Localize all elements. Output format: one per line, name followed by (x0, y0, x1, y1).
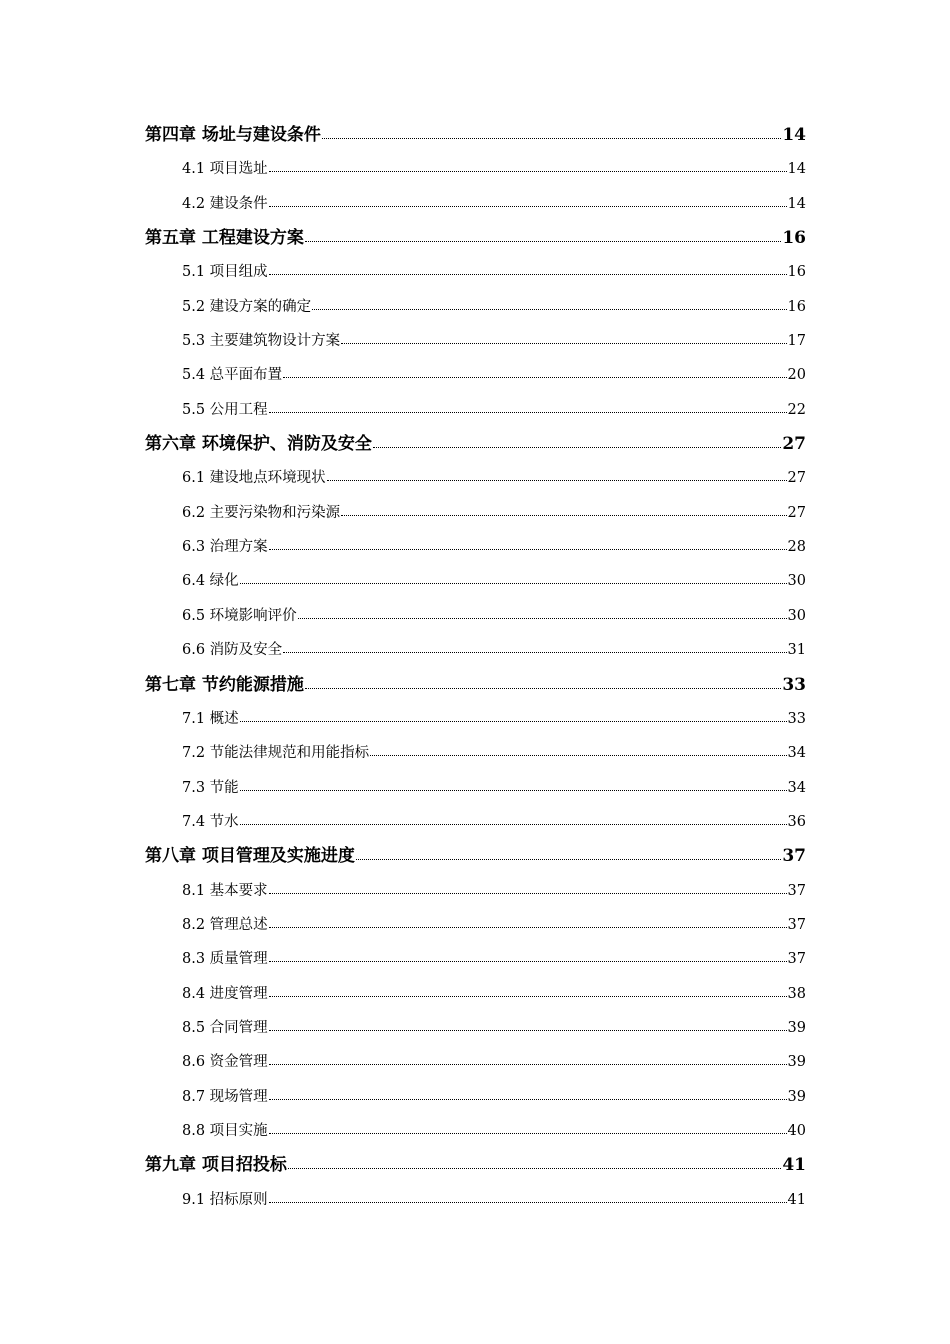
toc-entry-title: 8.4 进度管理 (182, 985, 268, 1002)
toc-section-entry[interactable] (145, 771, 806, 805)
toc-section-entry[interactable] (145, 393, 806, 427)
toc-dot-leader (269, 537, 787, 552)
toc-entry-title: 6.1 建设地点环境现状 (182, 470, 326, 487)
toc-entry-title: 4.2 建设条件 (182, 195, 268, 212)
toc-section-entry[interactable] (145, 1183, 806, 1217)
toc-entry-title: 4.1 项目选址 (182, 161, 268, 178)
toc-page-number: 30 (787, 607, 806, 624)
toc-section-entry[interactable] (145, 702, 806, 736)
toc-page-number: 36 (787, 813, 806, 830)
toc-dot-leader (240, 811, 787, 826)
toc-section-entry[interactable] (145, 187, 806, 221)
toc-dot-leader (269, 1120, 787, 1135)
table-of-contents (145, 118, 806, 1217)
toc-dot-leader (269, 399, 787, 414)
toc-entry-title: 第四章 场址与建设条件 (145, 125, 321, 145)
toc-section-entry[interactable] (145, 874, 806, 908)
toc-section-entry[interactable] (145, 736, 806, 770)
toc-dot-leader (240, 571, 787, 586)
toc-page-number: 39 (787, 1054, 806, 1071)
toc-page-number: 27 (787, 504, 806, 521)
toc-dot-leader (269, 1017, 787, 1032)
toc-page-number: 31 (787, 642, 806, 659)
toc-dot-leader (269, 159, 787, 174)
toc-entry-title: 8.1 基本要求 (182, 882, 268, 899)
toc-page-number: 37 (787, 916, 806, 933)
toc-entry-title: 5.5 公用工程 (182, 401, 268, 418)
toc-dot-leader (305, 673, 781, 690)
toc-page-number: 39 (787, 1019, 806, 1036)
toc-section-entry[interactable] (145, 530, 806, 564)
toc-section-entry[interactable] (145, 977, 806, 1011)
toc-dot-leader (298, 605, 787, 620)
toc-page-number: 28 (787, 539, 806, 556)
toc-section-entry[interactable] (145, 908, 806, 942)
toc-dot-leader (341, 502, 786, 517)
toc-dot-leader (341, 331, 786, 346)
toc-section-entry[interactable] (145, 942, 806, 976)
toc-page-number: 16 (782, 228, 806, 249)
toc-page-number: 16 (787, 264, 806, 281)
toc-entry-title: 5.1 项目组成 (182, 264, 268, 281)
toc-page-number: 41 (787, 1191, 806, 1208)
toc-dot-leader (269, 262, 787, 277)
toc-page-number: 40 (787, 1122, 806, 1139)
toc-entry-title: 9.1 招标原则 (182, 1191, 268, 1208)
toc-section-entry[interactable] (145, 358, 806, 392)
toc-dot-leader (373, 432, 781, 449)
toc-page-number: 37 (787, 882, 806, 899)
toc-entry-title: 第九章 项目招投标 (145, 1155, 287, 1176)
toc-chapter-entry[interactable] (145, 118, 806, 152)
toc-section-entry[interactable] (145, 1011, 806, 1045)
toc-section-entry[interactable] (145, 496, 806, 530)
toc-entry-title: 8.2 管理总述 (182, 916, 268, 933)
toc-entry-title: 6.6 消防及安全 (182, 642, 283, 659)
toc-section-entry[interactable] (145, 290, 806, 324)
toc-chapter-entry[interactable] (145, 839, 806, 873)
toc-page-number: 37 (782, 846, 806, 867)
toc-page-number: 37 (787, 951, 806, 968)
toc-page-number: 16 (787, 298, 806, 315)
toc-dot-leader (269, 1189, 787, 1204)
toc-dot-leader (370, 743, 786, 758)
toc-entry-title: 7.1 概述 (182, 710, 239, 727)
toc-entry-title: 6.5 环境影响评价 (182, 607, 297, 624)
toc-page-number: 41 (782, 1155, 806, 1176)
toc-page-number: 33 (782, 674, 806, 695)
toc-section-entry[interactable] (145, 633, 806, 667)
toc-entry-title: 6.3 治理方案 (182, 539, 268, 556)
toc-page-number: 14 (782, 125, 806, 145)
toc-dot-leader (269, 1086, 787, 1101)
toc-entry-title: 5.4 总平面布置 (182, 367, 283, 384)
toc-dot-leader (240, 777, 787, 792)
toc-section-entry[interactable] (145, 324, 806, 358)
toc-entry-title: 7.3 节能 (182, 779, 239, 796)
toc-dot-leader (288, 1153, 781, 1170)
toc-entry-title: 第八章 项目管理及实施进度 (145, 846, 355, 867)
toc-dot-leader (305, 226, 781, 243)
toc-page-number: 39 (787, 1088, 806, 1105)
toc-page-number: 34 (787, 745, 806, 762)
toc-section-entry[interactable] (145, 255, 806, 289)
toc-page-number: 27 (787, 470, 806, 487)
toc-chapter-entry[interactable] (145, 221, 806, 255)
toc-page-number: 30 (787, 573, 806, 590)
toc-section-entry[interactable] (145, 805, 806, 839)
toc-entry-title: 7.2 节能法律规范和用能指标 (182, 745, 370, 762)
toc-page-number: 33 (787, 710, 806, 727)
toc-page-number: 22 (787, 401, 806, 418)
toc-dot-leader (269, 914, 787, 929)
toc-entry-title: 第五章 工程建设方案 (145, 228, 304, 249)
toc-dot-leader (312, 296, 786, 311)
toc-entry-title: 7.4 节水 (182, 813, 239, 830)
toc-dot-leader (269, 880, 787, 895)
toc-section-entry[interactable] (145, 461, 806, 495)
toc-entry-title: 8.5 合同管理 (182, 1019, 268, 1036)
toc-page-number: 17 (787, 333, 806, 350)
toc-dot-leader (269, 1052, 787, 1067)
toc-section-entry[interactable] (145, 1045, 806, 1079)
toc-section-entry[interactable] (145, 599, 806, 633)
toc-dot-leader (283, 365, 786, 380)
toc-entry-title: 6.4 绿化 (182, 573, 239, 590)
toc-page-number: 20 (787, 367, 806, 384)
toc-page-number: 34 (787, 779, 806, 796)
toc-dot-leader (322, 123, 781, 140)
toc-dot-leader (283, 640, 786, 655)
toc-section-entry[interactable] (145, 152, 806, 186)
toc-dot-leader (356, 844, 781, 861)
toc-page-number: 14 (787, 195, 806, 212)
toc-section-entry[interactable] (145, 1114, 806, 1148)
toc-entry-title: 8.6 资金管理 (182, 1054, 268, 1071)
toc-entry-title: 第七章 节约能源措施 (145, 674, 304, 695)
toc-page-number: 27 (782, 434, 806, 455)
toc-section-entry[interactable] (145, 1080, 806, 1114)
toc-entry-title: 5.3 主要建筑物设计方案 (182, 333, 341, 350)
toc-entry-title: 8.7 现场管理 (182, 1088, 268, 1105)
toc-entry-title: 5.2 建设方案的确定 (182, 298, 312, 315)
toc-entry-title: 8.3 质量管理 (182, 951, 268, 968)
toc-dot-leader (269, 949, 787, 964)
toc-chapter-entry[interactable] (145, 427, 806, 461)
toc-entry-title: 6.2 主要污染物和污染源 (182, 504, 341, 521)
toc-chapter-entry[interactable] (145, 1148, 806, 1182)
toc-dot-leader (327, 468, 787, 483)
toc-dot-leader (269, 193, 787, 208)
toc-section-entry[interactable] (145, 564, 806, 598)
toc-entry-title: 8.8 项目实施 (182, 1122, 268, 1139)
toc-dot-leader (240, 708, 787, 723)
toc-dot-leader (269, 983, 787, 998)
toc-chapter-entry[interactable] (145, 668, 806, 702)
toc-page-number: 14 (787, 161, 806, 178)
toc-page-number: 38 (787, 985, 806, 1002)
toc-entry-title: 第六章 环境保护、消防及安全 (145, 434, 372, 455)
